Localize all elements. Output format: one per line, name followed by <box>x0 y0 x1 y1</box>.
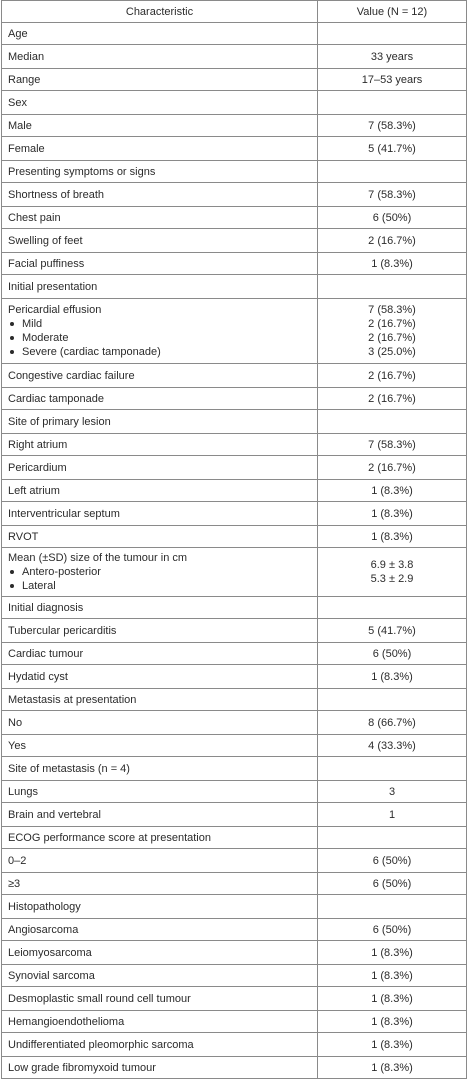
row-value: 8 (66.7%) <box>318 711 467 735</box>
row-label: Facial puffiness <box>2 253 318 275</box>
table-row <box>2 480 467 502</box>
row-value: 2 (16.7%) <box>318 388 467 410</box>
row-value <box>318 757 467 781</box>
table-row <box>2 434 467 456</box>
row-label: Initial diagnosis <box>2 597 318 619</box>
table-row <box>2 965 467 987</box>
table-row <box>2 665 467 689</box>
bullet-item-value: 3 (25.0%) <box>368 346 416 358</box>
bullet-item-label: Lateral <box>8 579 311 593</box>
row-value: 3 <box>318 781 467 803</box>
row-value: 6 (50%) <box>318 873 467 895</box>
row-label: Initial presentation <box>2 275 318 299</box>
table-row <box>2 643 467 665</box>
table-row <box>2 388 467 410</box>
row-label: Yes <box>2 735 318 757</box>
row-value: 7 (58.3%) <box>318 434 467 456</box>
row-label: Range <box>2 69 318 91</box>
row-value: 7 (58.3%) <box>318 183 467 207</box>
table-body <box>2 23 467 1079</box>
row-value <box>318 895 467 919</box>
header-value: Value (N = 12) <box>318 1 467 23</box>
row-label: Median <box>2 45 318 69</box>
row-label: Desmoplastic small round cell tumour <box>2 987 318 1011</box>
row-label: Synovial sarcoma <box>2 965 318 987</box>
row-value: 6 (50%) <box>318 643 467 665</box>
header-characteristic: Characteristic <box>2 1 318 23</box>
row-label: Metastasis at presentation <box>2 689 318 711</box>
row-label: Presenting symptoms or signs <box>2 161 318 183</box>
row-value: 1 (8.3%) <box>318 502 467 526</box>
row-label: Lungs <box>2 781 318 803</box>
table-row <box>2 919 467 941</box>
row-label: Left atrium <box>2 480 318 502</box>
table-row <box>2 548 467 597</box>
row-value: 7 (58.3%) <box>318 115 467 137</box>
bullet-item-label: Severe (cardiac tamponade) <box>8 345 311 359</box>
row-value <box>318 161 467 183</box>
section-row <box>2 23 467 45</box>
row-value: 17–53 years <box>318 69 467 91</box>
row-value: 1 (8.3%) <box>318 965 467 987</box>
row-label: Shortness of breath <box>2 183 318 207</box>
row-value: 1 (8.3%) <box>318 526 467 548</box>
row-value: 2 (16.7%) <box>318 364 467 388</box>
row-label: Leiomyosarcoma <box>2 941 318 965</box>
row-label: Right atrium <box>2 434 318 456</box>
row-label: Chest pain <box>2 207 318 229</box>
row-label: Male <box>2 115 318 137</box>
table-row <box>2 1033 467 1057</box>
table-row <box>2 45 467 69</box>
row-value <box>318 410 467 434</box>
table-row <box>2 207 467 229</box>
section-row <box>2 827 467 849</box>
table-row <box>2 803 467 827</box>
table-row <box>2 137 467 161</box>
row-value <box>318 689 467 711</box>
row-label: Undifferentiated pleomorphic sarcoma <box>2 1033 318 1057</box>
table-row <box>2 941 467 965</box>
row-label: Angiosarcoma <box>2 919 318 941</box>
bullet-item-label: Mild <box>8 317 311 331</box>
bullet-item-value: 5.3 ± 2.9 <box>370 573 414 585</box>
row-label: 0–2 <box>2 849 318 873</box>
section-row <box>2 895 467 919</box>
row-label: Site of metastasis (n = 4) <box>2 757 318 781</box>
row-value: 5 (41.7%) <box>318 619 467 643</box>
section-row <box>2 410 467 434</box>
group-label: Pericardial effusion <box>8 304 102 316</box>
group-value: 7 (58.3%) <box>368 304 416 316</box>
row-value: 1 (8.3%) <box>318 1033 467 1057</box>
row-label: Histopathology <box>2 895 318 919</box>
row-value: 2 (16.7%) <box>318 456 467 480</box>
table-row <box>2 987 467 1011</box>
header-row <box>2 1 467 23</box>
row-value: 1 <box>318 803 467 827</box>
row-label: Sex <box>2 91 318 115</box>
row-label: Age <box>2 23 318 45</box>
row-label: ≥3 <box>2 873 318 895</box>
bullet-item-value: 2 (16.7%) <box>368 332 416 344</box>
section-row <box>2 597 467 619</box>
table-row <box>2 1057 467 1079</box>
bullet-item-value: 2 (16.7%) <box>368 318 416 330</box>
row-label: ECOG performance score at presentation <box>2 827 318 849</box>
row-value <box>318 548 467 597</box>
table-row <box>2 735 467 757</box>
row-value: 1 (8.3%) <box>318 941 467 965</box>
row-label: Site of primary lesion <box>2 410 318 434</box>
table-row <box>2 526 467 548</box>
row-value: 4 (33.3%) <box>318 735 467 757</box>
table-row <box>2 781 467 803</box>
row-label: RVOT <box>2 526 318 548</box>
table-row <box>2 364 467 388</box>
table-row <box>2 1011 467 1033</box>
row-label: Swelling of feet <box>2 229 318 253</box>
bullet-item-value: 6.9 ± 3.8 <box>370 559 414 571</box>
row-label <box>2 548 318 597</box>
row-value: 6 (50%) <box>318 919 467 941</box>
row-value <box>318 275 467 299</box>
section-row <box>2 689 467 711</box>
table-row <box>2 69 467 91</box>
section-row <box>2 161 467 183</box>
section-row <box>2 275 467 299</box>
row-value: 1 (8.3%) <box>318 480 467 502</box>
row-label: Low grade fibromyxoid tumour <box>2 1057 318 1079</box>
row-value: 1 (8.3%) <box>318 665 467 689</box>
row-value <box>318 827 467 849</box>
table-row <box>2 229 467 253</box>
row-value: 33 years <box>318 45 467 69</box>
row-label: Hemangioendothelioma <box>2 1011 318 1033</box>
row-label: No <box>2 711 318 735</box>
row-value: 6 (50%) <box>318 849 467 873</box>
bullet-item-label: Antero-posterior <box>8 565 311 579</box>
bullet-item-label: Moderate <box>8 331 311 345</box>
section-row <box>2 757 467 781</box>
table-row <box>2 456 467 480</box>
row-label <box>2 299 318 364</box>
row-value: 1 (8.3%) <box>318 1057 467 1079</box>
row-label: Hydatid cyst <box>2 665 318 689</box>
table-row <box>2 619 467 643</box>
row-value: 6 (50%) <box>318 207 467 229</box>
row-value: 1 (8.3%) <box>318 1011 467 1033</box>
table-row <box>2 873 467 895</box>
row-value: 1 (8.3%) <box>318 987 467 1011</box>
row-value <box>318 597 467 619</box>
table-row <box>2 299 467 364</box>
table-row <box>2 115 467 137</box>
group-label: Mean (±SD) size of the tumour in cm <box>8 552 188 564</box>
row-label: Pericardium <box>2 456 318 480</box>
section-row <box>2 91 467 115</box>
characteristics-table <box>1 0 467 1079</box>
row-label: Female <box>2 137 318 161</box>
row-label: Cardiac tamponade <box>2 388 318 410</box>
table-row <box>2 849 467 873</box>
row-label: Brain and vertebral <box>2 803 318 827</box>
table-row <box>2 711 467 735</box>
row-value <box>318 299 467 364</box>
row-value: 5 (41.7%) <box>318 137 467 161</box>
row-label: Cardiac tumour <box>2 643 318 665</box>
row-value <box>318 23 467 45</box>
row-value: 1 (8.3%) <box>318 253 467 275</box>
table-row <box>2 253 467 275</box>
table-row <box>2 183 467 207</box>
row-label: Tubercular pericarditis <box>2 619 318 643</box>
row-label: Congestive cardiac failure <box>2 364 318 388</box>
row-value <box>318 91 467 115</box>
row-value: 2 (16.7%) <box>318 229 467 253</box>
row-label: Interventricular septum <box>2 502 318 526</box>
table-row <box>2 502 467 526</box>
